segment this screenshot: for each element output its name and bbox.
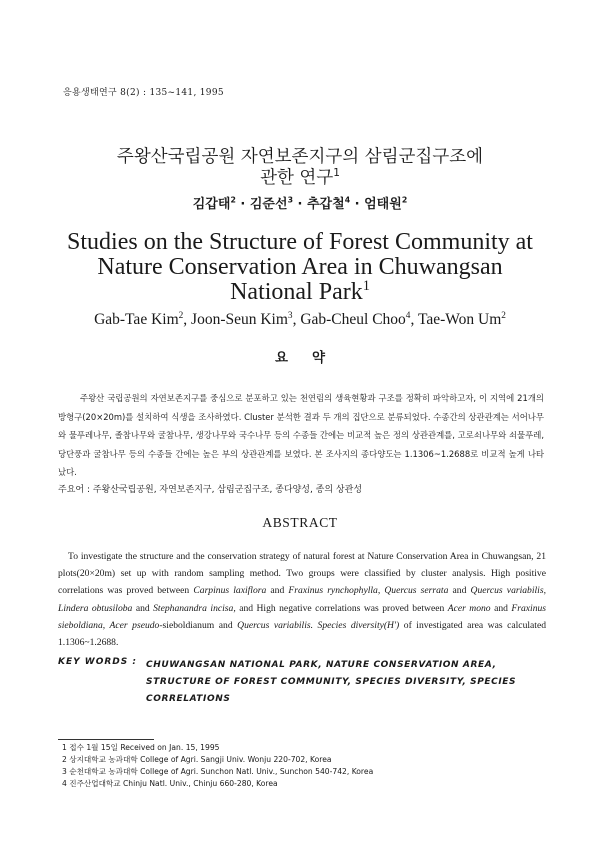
korean-author-sup: 2 — [401, 195, 408, 205]
english-author-sup: 3 — [287, 310, 293, 321]
footnote-1: 1 접수 1월 15일 Received on Jan. 15, 1995 — [62, 743, 220, 752]
english-author-name: Tae-Won Um — [417, 311, 502, 328]
english-author-name: Gab-Tae Kim — [94, 311, 179, 328]
abstract-heading: ABSTRACT — [262, 515, 338, 530]
footnote-divider — [58, 739, 154, 740]
keywords-text: CHUWANGSAN NATIONAL PARK, NATURE CONSERVATION AREA, STRUCTURE OF FOREST COMMUNITY, SPECIES DIVERSITY, SPECIES CORRELATIONS — [146, 660, 517, 704]
korean-title-line1: 주왕산국립공원 자연보존지구의 삼림군집구조에 — [116, 147, 484, 167]
english-title-line3-text: National Park — [230, 279, 363, 305]
abstract-text: To investigate the structure and the conservation strategy of natural forest at Nature Conservation Area in Chuwangsan, 21 plots(20×20m) set up with random sampling method. Two groups were classified by cluster analysis. High positive correlations was proved between — [58, 551, 546, 597]
species-name: Quercus variabilis, Lindera obtusiloba — [58, 585, 546, 614]
abstract-text: and — [490, 602, 512, 614]
korean-authors — [0, 193, 600, 212]
korean-keywords: 주요어 : 주왕산국립공원, 자연보존지구, 삼림군집구조, 종다양성, 종의 상관성 — [58, 485, 363, 495]
journal-citation: 응용생태연구 8(2) : 135~141, 1995 — [63, 88, 224, 98]
species-name: Quercus variabilis. Species diversity(H') — [237, 619, 400, 631]
english-title-line2: Nature Conservation Area in Chuwangsan — [97, 254, 503, 280]
english-abstract — [58, 548, 546, 651]
author-separator: · — [235, 197, 250, 212]
abstract-text: sieboldianum and — [162, 619, 238, 631]
korean-author-name: 김준선 — [249, 197, 288, 212]
english-title-line3 — [0, 279, 600, 306]
abstract-text: and High negative correlations was proved between — [235, 602, 448, 614]
species-name: Stephanandra incisa, — [153, 602, 236, 614]
english-title-line1: Studies on the Structure of Forest Community at — [67, 229, 533, 255]
author-separator: · — [293, 197, 307, 212]
abstract-text: and — [266, 585, 289, 597]
korean-author-sup: 3 — [287, 195, 293, 205]
korean-author-name: 김갑태 — [192, 197, 231, 212]
abstract-text: of investigated area was calculated 1.1306~1.2688. — [58, 619, 547, 649]
korean-author-name: 엄태원 — [364, 197, 402, 212]
keywords-label: KEY WORDS : — [58, 657, 137, 667]
author-separator: · — [350, 197, 365, 212]
abstract-text: and — [132, 602, 154, 614]
english-title-sup: 1 — [362, 278, 370, 294]
species-name: Acer mono — [447, 602, 491, 614]
author-separator: , — [292, 311, 301, 328]
english-author-name: Gab-Cheul Choo — [300, 311, 406, 328]
english-author-sup: 2 — [501, 310, 506, 321]
species-name: Fraxinus rynchophylla, Quercus serrata — [288, 585, 449, 597]
abstract-text: and — [448, 585, 471, 597]
footnote-4: 4 진주산업대학교 Chinju Natl. Univ., Chinju 660-280, Korea — [62, 779, 278, 788]
korean-title-sup: 1 — [333, 167, 340, 180]
english-author-sup: 4 — [405, 310, 411, 321]
korean-summary-heading: 요약 — [274, 350, 350, 366]
author-separator: , — [410, 311, 418, 328]
footnote-3: 3 순천대학교 농과대학 College of Agri. Sunchon Natl. Univ., Sunchon 540-742, Korea — [62, 767, 374, 776]
korean-title-line2-text: 관한 연구 — [260, 168, 334, 188]
species-name: Carpinus laxiflora — [193, 585, 267, 597]
footnote-2: 2 상지대학교 농과대학 College of Agri. Sangji Univ. Wonju 220-702, Korea — [62, 755, 332, 764]
english-author-name: Joon-Seun Kim — [191, 311, 288, 328]
korean-author-sup: 4 — [344, 195, 351, 205]
korean-title-line2 — [0, 166, 600, 190]
author-separator: , — [183, 311, 192, 328]
korean-author-name: 추갑철 — [307, 197, 345, 212]
english-author-sup: 2 — [178, 310, 184, 321]
english-authors — [0, 311, 600, 329]
korean-abstract: 주왕산 국립공원의 자연보존지구를 중심으로 분포하고 있는 천연림의 생육현황과 구조를 정확히 파악하고자, 이 지역에 21개의 방형구(20×20m)를 설치하여 식생을 조사하였다. Cluster 분석한 결과 두 개의 집단으로 분류되었다. 수종간의 상관관계는 서어나무와 물푸레나무, 졸참나무와 굴참나무, 생강나무와 국수나무 등의 수종들 간에는 비교적 높은 정의 상관관계를, 고로쇠나무와 쇠물푸레, 당단풍과 굴참나무 등의 수종들 간에는 높은 부의 상관관계를 보였다. 본 조사지의 종다양도는 1.1306~1.2688로 비교적 높게 나타났다. — [58, 393, 544, 478]
korean-author-sup: 2 — [230, 195, 236, 205]
species-name: Fraxinus sieboldiana, Acer pseudo- — [58, 602, 547, 631]
